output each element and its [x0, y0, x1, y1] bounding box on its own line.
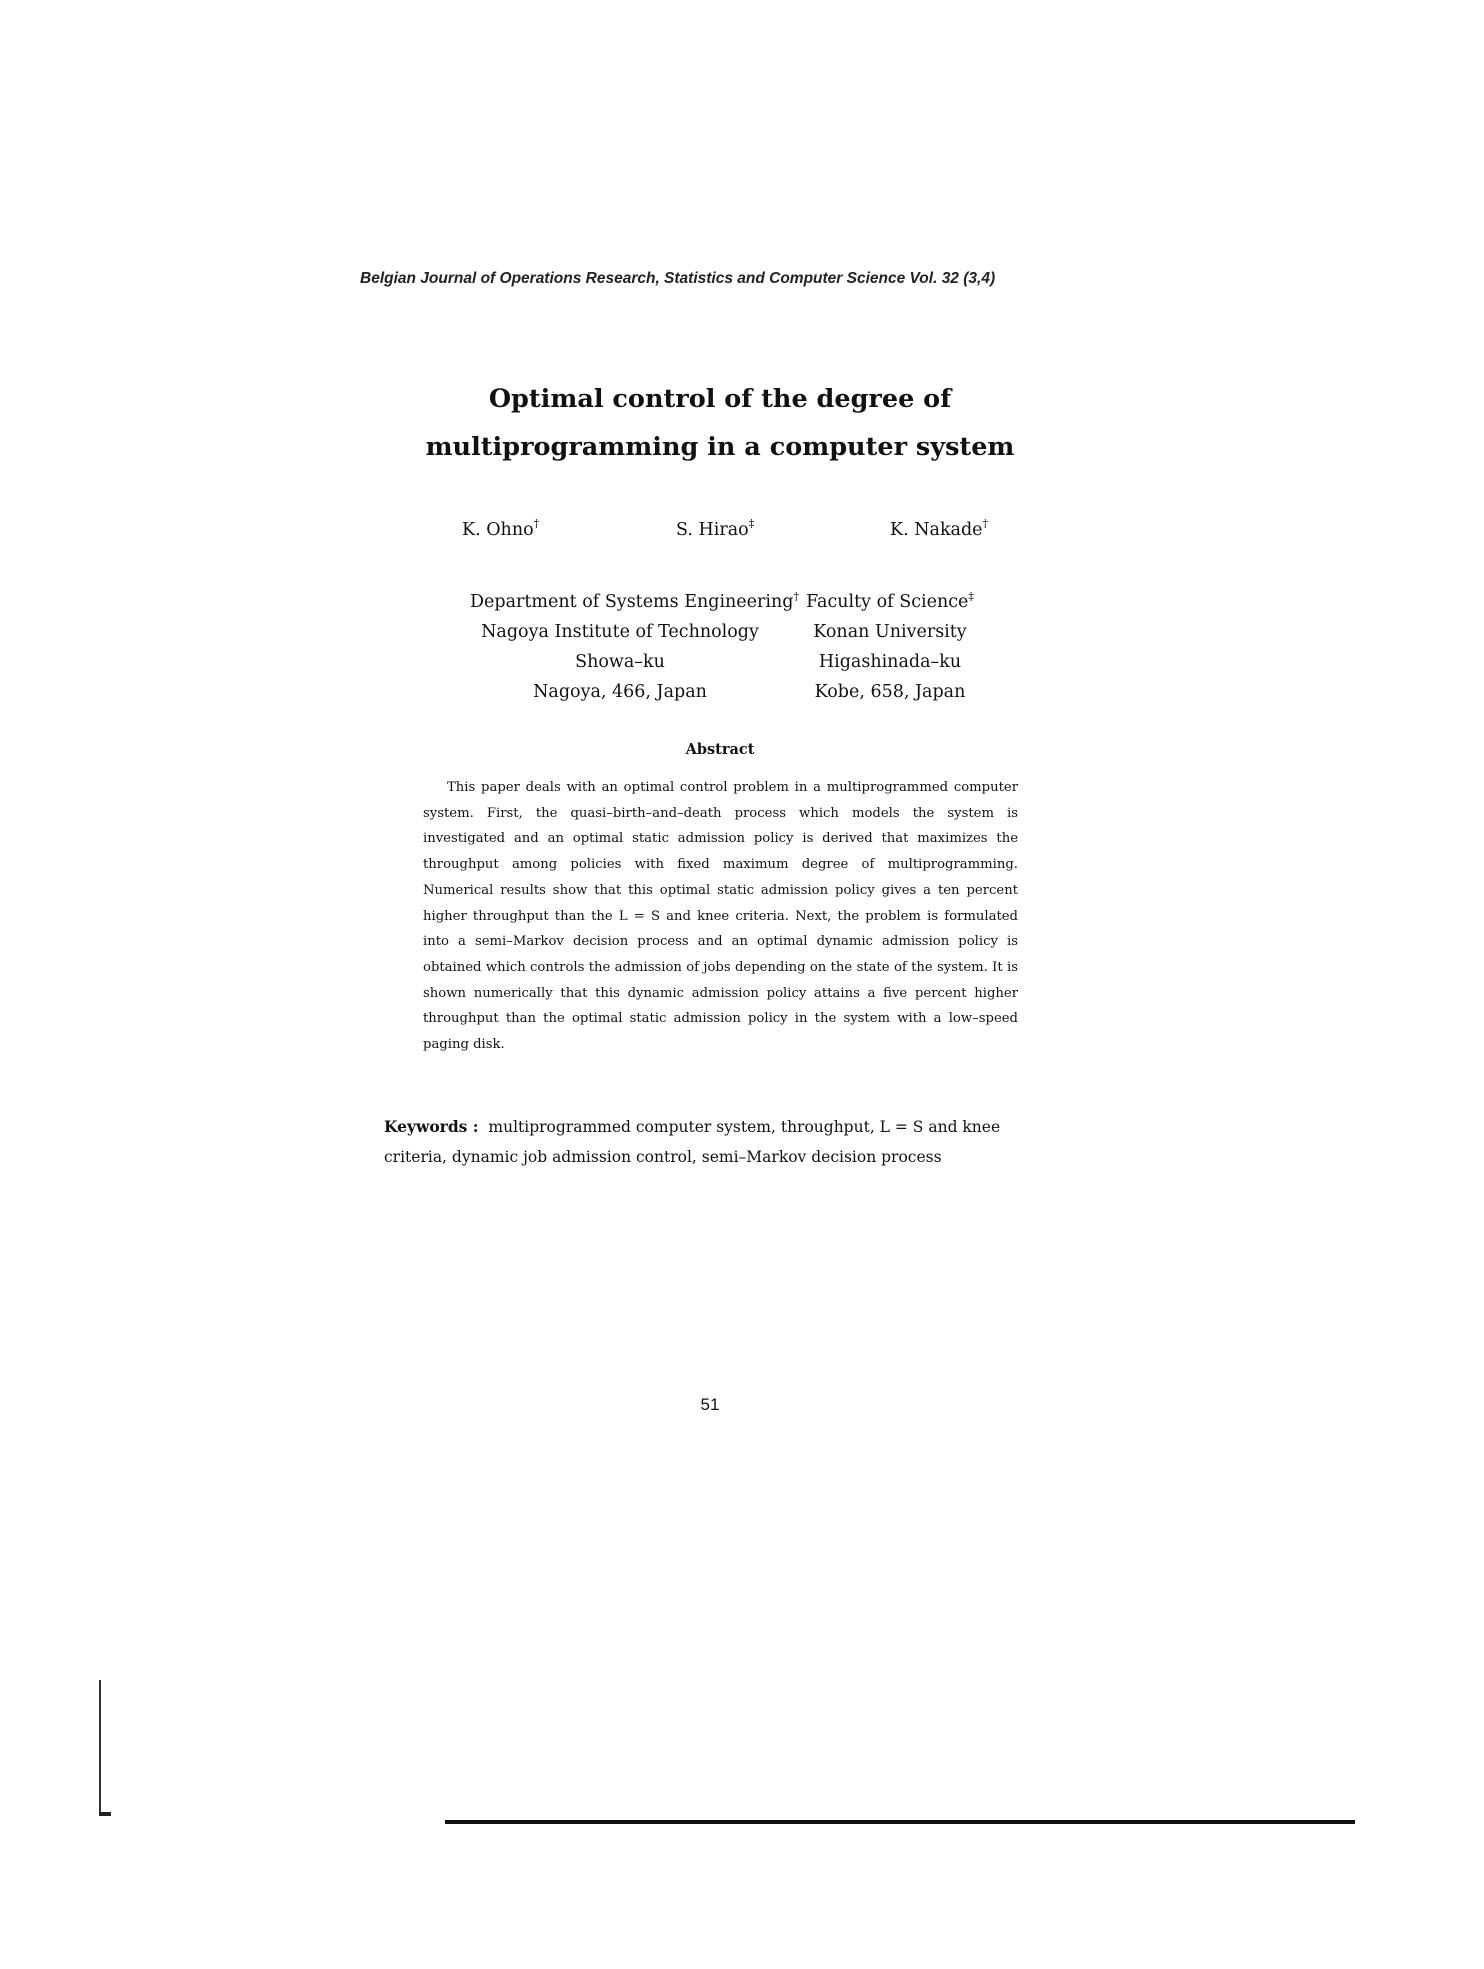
author-hirao [676, 518, 754, 540]
author-name: K. Nakade [890, 519, 983, 540]
page-number: 51 [700, 1395, 720, 1414]
affiliation-line: Nagoya, 466, Japan [533, 681, 707, 702]
affiliation-line: Higashinada–ku [818, 651, 962, 672]
author-name: S. Hirao [676, 519, 749, 540]
affiliation-konan [800, 582, 980, 707]
affiliation-mark: † [793, 590, 799, 603]
author-ohno [462, 518, 539, 540]
keywords-label: Keywords : [384, 1117, 479, 1136]
affiliation-mark: ‡ [968, 590, 974, 603]
affiliation-line: Nagoya Institute of Technology [481, 621, 759, 642]
abstract-text: This paper deals with an optimal control problem in a multiprogrammed computer system. First, the quasi–birth–and–death process which models the system is investigated and an optimal static admission policy is derived that maximizes the throughput among policies with fixed maximum degree of multiprogramming. Numerical results show that this optimal static admission policy gives a ten percent higher throughput than the L = S and knee criteria. Next, the problem is formulated into a semi–Markov decision process and an optimal dynamic admission policy is obtained which controls the admission of jobs depending on the state of the system. It is shown numerically that this dynamic admission policy attains a five percent higher throughput than the optimal static admission policy in the system with a low–speed paging disk. [423, 780, 1018, 1053]
paper-title [420, 375, 1020, 471]
margin-mark [99, 1680, 101, 1815]
affiliation-line: Showa–ku [575, 651, 665, 672]
title-line-1: Optimal control of the degree of [488, 384, 952, 414]
author-nakade [890, 518, 988, 540]
author-mark: † [982, 517, 989, 530]
affiliation-line: Kobe, 658, Japan [814, 681, 966, 702]
affiliation-nagoya [470, 582, 799, 707]
footer-rule [445, 1820, 1355, 1824]
author-name: K. Ohno [462, 519, 534, 540]
author-mark: ‡ [748, 517, 755, 530]
journal-header: Belgian Journal of Operations Research, Statistics and Computer Science Vol. 32 (3,4) [360, 270, 996, 287]
abstract-heading: Abstract [685, 741, 755, 758]
author-mark: † [533, 517, 540, 530]
affiliation-line: Konan University [813, 621, 967, 642]
keywords [384, 1112, 1064, 1172]
keywords-text: multiprogrammed computer system, throughput, L = S and knee criteria, dynamic job admission control, semi–Markov decision process [384, 1118, 1001, 1166]
abstract-body [423, 775, 1018, 1058]
affiliation-line: Faculty of Science [806, 591, 969, 612]
affiliation-line: Department of Systems Engineering [470, 591, 794, 612]
margin-mark-foot [99, 1812, 111, 1816]
title-line-2: multiprogramming in a computer system [425, 432, 1015, 462]
